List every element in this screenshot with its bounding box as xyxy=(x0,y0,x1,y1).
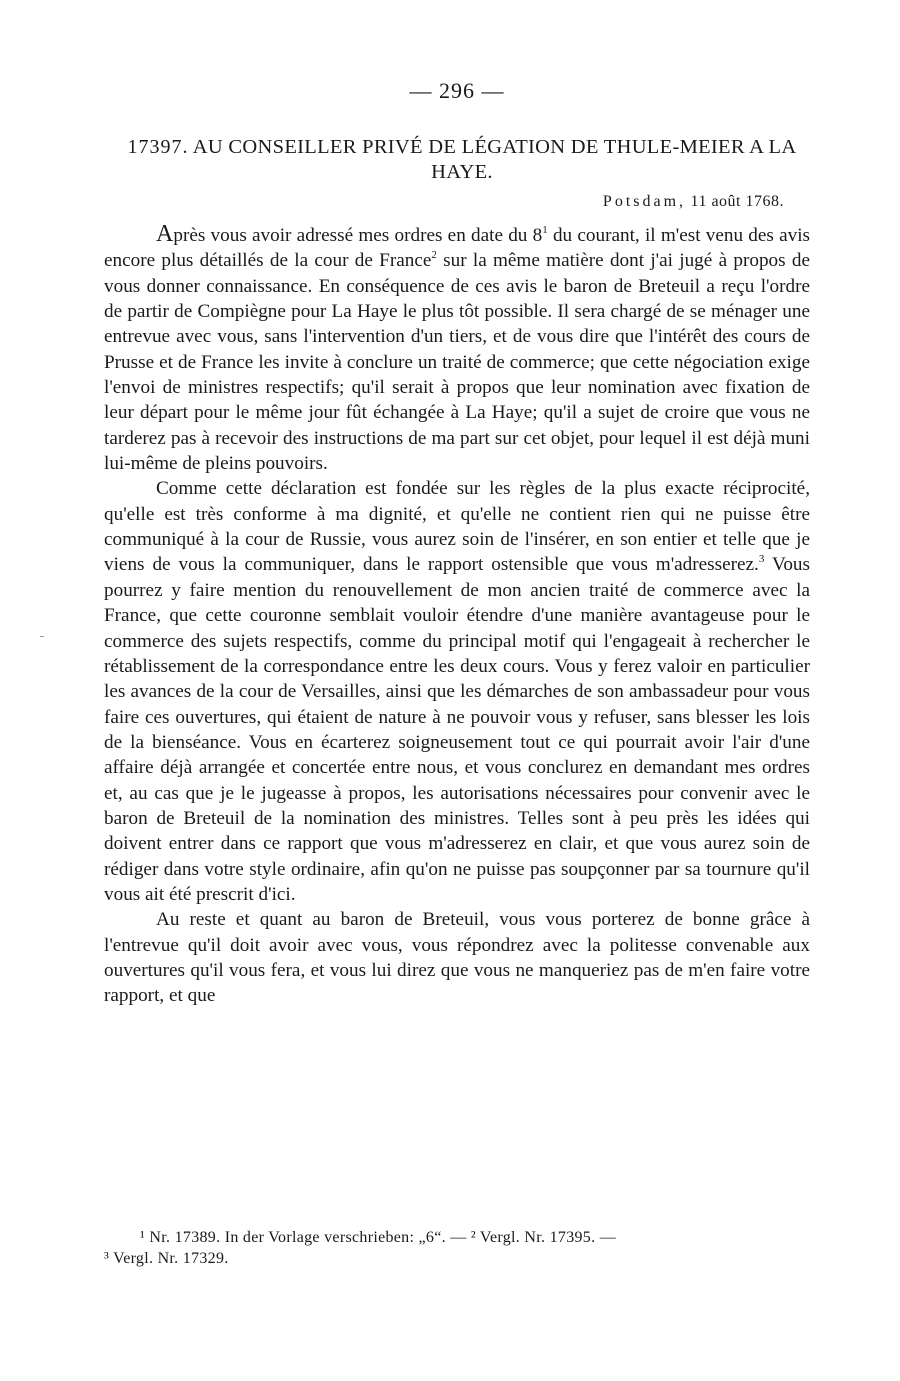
letter-heading xyxy=(112,135,812,185)
page-number: — 296 — xyxy=(409,78,505,103)
footnote-line-1: ¹ Nr. 17389. In der Vorlage verschrieben: „6“. — ² Vergl. Nr. 17395. — xyxy=(140,1229,616,1246)
paragraph-1-text-c: sur la même matière dont j'ai jugé à propos de vous donner connaissance. En conséquence de ces avis le baron de Breteuil a reçu l'ordre de partir de Compiègne pour La Haye le plus tôt possible. Il sera chargé de se ménager une entrevue avec vous, sans l'intervention d'un tiers, et de vous dire que l'intérêt des cours de Prusse et de France les invite à conclure un traité de commerce; que cette négociation exige l'envoi de ministres respectifs; qu'il serait à propos que leur nomination avec fixation de leur départ pour le même jour fût échangée à La Haye; qu'il a sujet de croire que vous ne tarderez pas à recevoir des instructions de ma part sur cet objet, pour lequel il est déjà muni lui-même de pleins pouvoirs. xyxy=(104,250,810,475)
letter-title: AU CONSEILLER PRIVÉ DE LÉGATION DE THULE-MEIER A LA HAYE. xyxy=(192,136,797,183)
paragraph-1-text-a: près vous avoir adressé mes ordres en date du 8 xyxy=(173,225,543,246)
footnote-line-2: ³ Vergl. Nr. 17329. xyxy=(104,1250,229,1267)
paragraph-2-text-b: Vous pourrez y faire mention du renouvellement de mon ancien traité de commerce avec la France, que cette couronne semblait vouloir étendre d'une manière avantageuse pour le commerce des sujets respectifs, comme du principal motif qui l'engageait à rechercher le rétablissement de la correspondance entre les deux cours. Vous y ferez valoir en particulier les avances de la cour de Versailles, ainsi que les démarches de son ambassadeur pour vous faire ces ouvertures, qui étaient de nature à ne pouvoir vous y refuser, sans blesser les lois de la bienséance. Vous en écarterez soigneusement tout ce qui pourrait avoir l'air d'une affaire déjà arrangée et concertée entre nous, et vous conclurez en demandant mes ordres et, au cas que je le jugeasse à propos, les autorisations nécessaires pour convenir avec le baron de Breteuil de la nomination des ministres. Telles sont à peu près les idées qui doivent entrer dans ce rapport que vous m'adresserez en clair, et que vous aurez soin de rédiger dans votre style ordinaire, afin qu'on ne puisse pas soupçonner par sa tournure qu'il vous ait été prescrit d'ici. xyxy=(104,554,810,905)
footnote-ref-1: 1 xyxy=(542,224,548,236)
letter-body xyxy=(104,222,810,1009)
letter-number: 17397. xyxy=(127,136,189,158)
paragraph-3 xyxy=(104,907,810,1008)
paragraph-1-text-b: du courant, il m'est venu des avis encore plus détaillés de la cour de France xyxy=(104,225,811,272)
margin-mark xyxy=(40,636,44,637)
paragraph-1 xyxy=(104,222,810,476)
dateline xyxy=(603,193,784,211)
paragraph-3-text-a: Au reste et quant au baron de Breteuil, vous vous porterez de bonne grâce à l'entrevue qu'il doit avoir avec vous, vous répondrez avec la politesse convenable aux ouvertures qu'il vous fera, et vous lui direz que vous ne manqueriez pas de m'en faire votre rapport, et que xyxy=(104,909,810,1007)
paragraph-2 xyxy=(104,476,810,907)
dateline-place: Potsdam, xyxy=(602,193,687,210)
footnote-ref-2: 2 xyxy=(431,249,437,262)
footnotes xyxy=(104,1227,810,1269)
dateline-date: 11 août 1768. xyxy=(690,193,784,210)
paragraph-2-text-a: Comme cette déclaration est fondée sur les règles de la plus exacte réciprocité, qu'elle est très conforme à ma dignité, et qu'elle ne contient rien qui ne puisse être communiqué à la cour de Russie, vous aurez soin de l'insérer, en son entier et telle que je viens de vous la communiquer, dans le rapport ostensible que vous m'adresserez. xyxy=(104,478,810,576)
initial-letter: A xyxy=(156,221,174,247)
footnote-ref-3: 3 xyxy=(758,553,765,566)
